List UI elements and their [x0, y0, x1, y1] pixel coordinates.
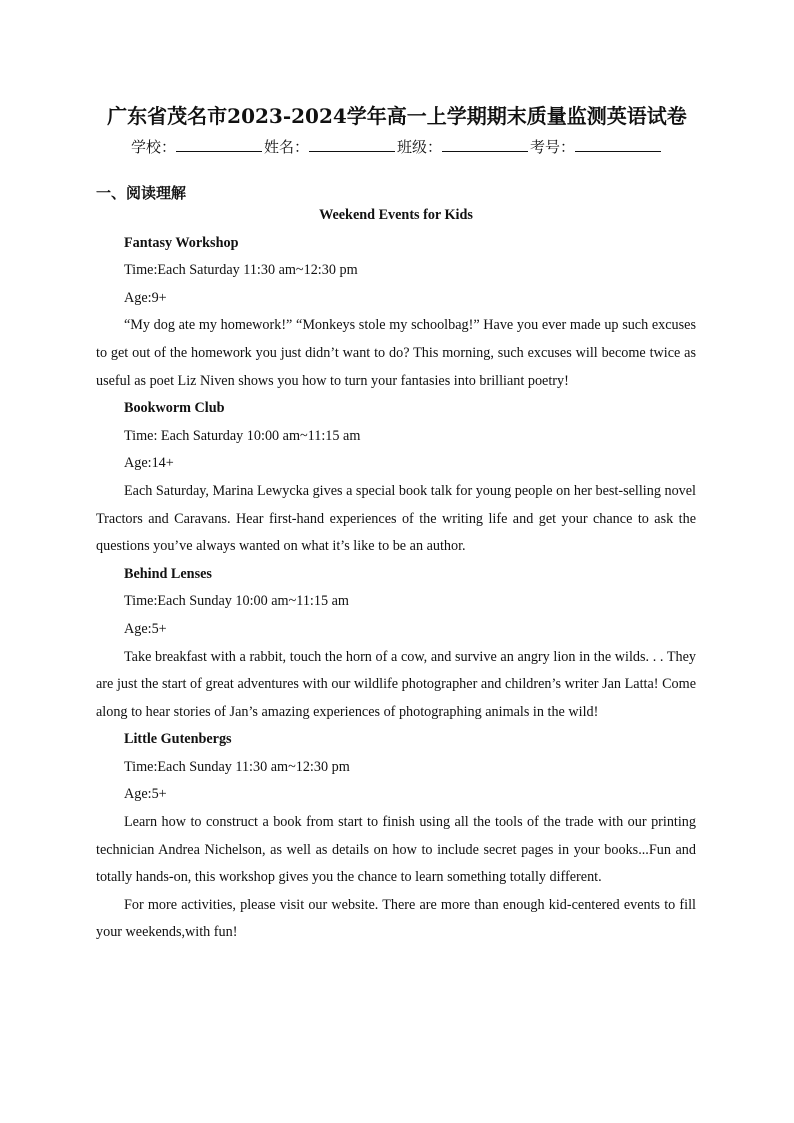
exam-number-blank[interactable] [575, 137, 661, 152]
event-time: Time: Each Saturday 10:00 am~11:15 am [124, 427, 361, 444]
reading-passage [96, 202, 696, 947]
event-description: Learn how to construct a book from start to finish using all the tools of the trade with our printing technician Andrea Nichelson, as well as details on how to include secret pages in your books...Fun and totally hands-on, this workshop gives you the chance to learn something totally different. [96, 814, 696, 886]
section-heading: 一、阅读理解 [96, 184, 187, 202]
event-description: Each Saturday, Marina Lewycka gives a special book talk for young people on her best-selling novel Tractors and Caravans. Hear first-hand experiences of the writing life and get your chance to ask the questions you’ve always wanted on what it’s like to be an author. [96, 482, 696, 555]
event-time: Time:Each Saturday 11:30 am~12:30 pm [124, 262, 358, 279]
exam-title: 广东省茂名市2023-2024学年高一上学期期末质量监测英语试卷 [107, 104, 687, 128]
event-description: “My dog ate my homework!” “Monkeys stole my schoolbag!” Have you ever made up such excuses to get out of the homework you just didn’t want to do? This morning, such excuses will become twice as useful as poet Liz Niven shows you how to turn your fantasies into brilliant poetry! [96, 317, 696, 389]
passage-title: Weekend Events for Kids [319, 207, 473, 223]
event-name: Little Gutenbergs [124, 731, 232, 748]
event-age: Age:9+ [124, 289, 167, 306]
event-age: Age:5+ [124, 620, 167, 637]
event-time: Time:Each Sunday 11:30 am~12:30 pm [124, 758, 350, 775]
event-age: Age:5+ [124, 786, 167, 803]
event-name: Behind Lenses [124, 565, 212, 582]
name-label: 姓名： [263, 138, 309, 156]
school-blank[interactable] [176, 137, 262, 152]
event-age: Age:14+ [124, 455, 174, 472]
exam-number-label: 考号： [530, 138, 576, 156]
event-time: Time:Each Sunday 10:00 am~11:15 am [124, 593, 349, 610]
class-label: 班级： [397, 138, 443, 156]
event-description: Take breakfast with a rabbit, touch the horn of a cow, and survive an angry lion in the wilds. . . They are just the start of great adventures with our wildlife photographer and children’s writer Jan Latta! Come along to hear stories of Jan’s amazing experiences of photographing animals in the wild! [96, 648, 696, 720]
student-info-line [0, 136, 794, 157]
class-blank[interactable] [442, 137, 528, 152]
event-name: Bookworm Club [124, 400, 225, 417]
school-label: 学校： [130, 138, 176, 156]
name-blank[interactable] [309, 137, 395, 152]
event-name: Fantasy Workshop [124, 234, 239, 251]
closing-paragraph: For more activities, please visit our website. There are more than enough kid-centered events to fill your weekends,with fun! [96, 896, 696, 941]
